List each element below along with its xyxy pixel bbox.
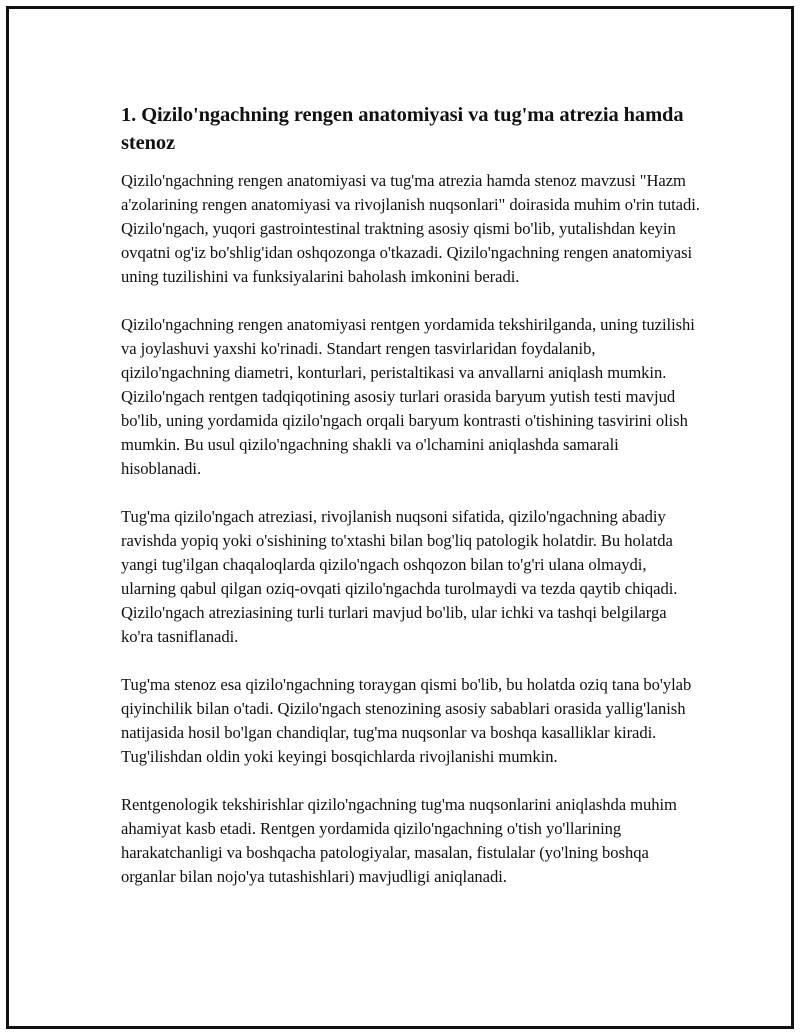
section-heading: 1. Qizilo'ngachning rengen anatomiyasi va tug'ma atrezia hamda stenoz: [121, 104, 684, 154]
paragraph-4: Tug'ma stenoz esa qizilo'ngachning toraygan qismi bo'lib, bu holatda oziq tana bo'ylab qiyinchilik bilan o'tadi. Qizilo'ngach stenozining asosiy sabablari orasida yallig'lanish natijasida hosil bo'lgan chandiqlar, tug'ma nuqsonlar va boshqa kasalliklar kiradi. Tug'ilishdan oldin yoki keyingi bosqichlarda rivojlanishi mumkin.: [121, 675, 692, 766]
page-frame: [6, 6, 794, 1029]
document-body: [121, 101, 701, 889]
paragraph-2: Qizilo'ngachning rengen anatomiyasi rentgen yordamida tekshirilganda, uning tuzilishi va joylashuvi yaxshi ko'rinadi. Standart rengen tasvirlaridan foydalanib, qizilo'ngachning diametri, konturlari, peristaltikasi va anvallarni aniqlash mumkin. Qizilo'ngach rentgen tadqiqotining asosiy turlari orasida baryum yutish testi mavjud bo'lib, uning yordamida qizilo'ngach orqali baryum kontrasti o'tishining tasvirini olish mumkin. Bu usul qizilo'ngachning shakli va o'lchamini aniqlashda samarali hisoblanadi.: [121, 315, 695, 478]
paragraph-3: Tug'ma qizilo'ngach atreziasi, rivojlanish nuqsoni sifatida, qizilo'ngachning abadiy ravishda yopiq yoki o'sishining to'xtashi bilan bog'liq patologik holatdir. Bu holatda yangi tug'ilgan chaqaloqlarda qizilo'ngach oshqozon bilan to'g'ri ulana olmaydi, ularning qabul qilgan oziq-ovqati qizilo'ngachda turolmaydi va tezda qaytib chiqadi. Qizilo'ngach atreziasining turli turlari mavjud bo'lib, ular ichki va tashqi belgilarga ko'ra tasniflanadi.: [121, 507, 678, 646]
paragraph-5: Rentgenologik tekshirishlar qizilo'ngachning tug'ma nuqsonlarini aniqlashda muhim ahamiyat kasb etadi. Rentgen yordamida qizilo'ngachning o'tish yo'llarining harakatchanligi va boshqacha patologiyalar, masalan, fistulalar (yo'lning boshqa organlar bilan nojo'ya tutashishlari) mavjudligi aniqlanadi.: [121, 795, 677, 886]
paragraph-1: Qizilo'ngachning rengen anatomiyasi va tug'ma atrezia hamda stenoz mavzusi "Hazm a'zolarining rengen anatomiyasi va rivojlanish nuqsonlari" doirasida muhim o'rin tutadi. Qizilo'ngach, yuqori gastrointestinal traktning asosiy qismi bo'lib, yutalishdan keyin ovqatni og'iz bo'shlig'idan oshqozonga o'tkazadi. Qizilo'ngachning rengen anatomiyasi uning tuzilishini va funksiyalarini baholash imkonini beradi.: [121, 171, 700, 286]
